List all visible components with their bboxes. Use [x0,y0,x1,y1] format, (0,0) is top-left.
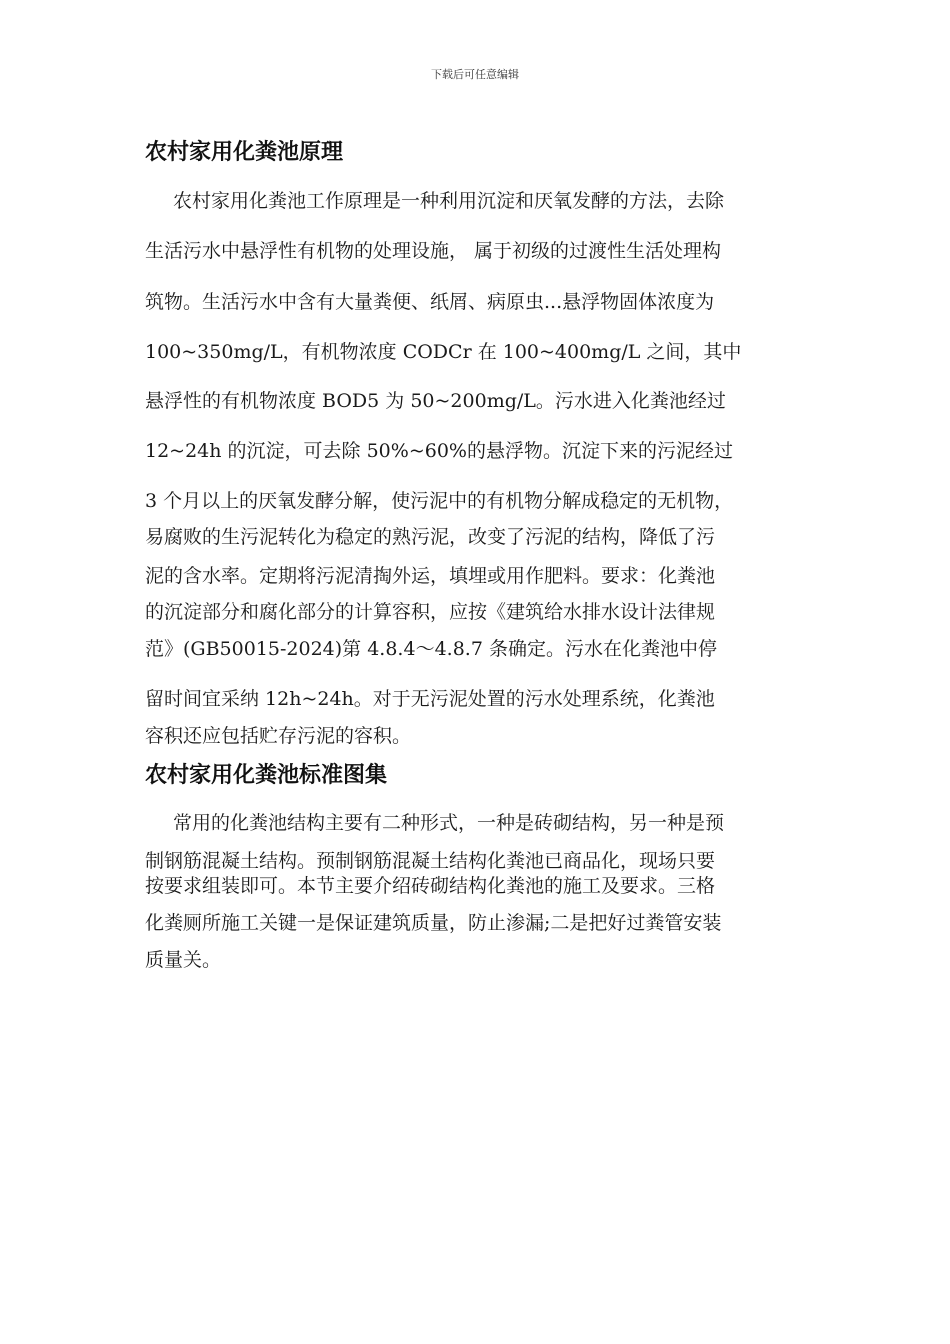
paragraph-line: 农村家用化粪池工作原理是一种利用沉淀和厌氧发酵的方法，去除 [173,190,725,212]
paragraph-line: 泥的含水率。定期将污泥清掏外运，填埋或用作肥料。要求：化粪池 [145,565,716,587]
paragraph-line: 容积还应包括贮存污泥的容积。 [145,725,412,747]
paragraph-line: 范》(GB50015-2024)第 4.8.4～4.8.7 条确定。污水在化粪池中停 [145,638,717,660]
paragraph-line: 100~350mg/L，有机物浓度 CODCr 在 100~400mg/L 之间，其中 [145,341,742,363]
paragraph-line: 生活污水中悬浮性有机物的处理设施， 属于初级的过渡性生活处理构 [145,240,722,262]
section-title-principle: 农村家用化粪池原理 [145,140,344,165]
paragraph-line: 3 个月以上的厌氧发酵分解，使污泥中的有机物分解成稳定的无机物， [145,490,734,512]
paragraph-line: 常用的化粪池结构主要有二种形式，一种是砖砌结构，另一种是预 [173,812,725,834]
paragraph-line: 筑物。生活污水中含有大量粪便、纸屑、病原虫...悬浮物固体浓度为 [145,291,715,313]
paragraph-line: 留时间宜采纳 12h~24h。对于无污泥处置的污水处理系统，化粪池 [145,688,715,710]
paragraph-line: 制钢筋混凝土结构。预制钢筋混凝土结构化粪池已商品化，现场只要 [145,850,716,872]
paragraph-line: 12~24h 的沉淀，可去除 50%~60%的悬浮物。沉淀下来的污泥经过 [145,440,733,462]
paragraph-line: 质量关。 [145,949,222,971]
paragraph-line: 易腐败的生污泥转化为稳定的熟污泥，改变了污泥的结构，降低了污 [145,526,716,548]
paragraph-line: 按要求组装即可。本节主要介绍砖砌结构化粪池的施工及要求。三格 [145,875,716,897]
paragraph-line: 的沉淀部分和腐化部分的计算容积，应按《建筑给水排水设计法律规 [145,601,716,623]
paragraph-line: 悬浮性的有机物浓度 BOD5 为 50~200mg/L。污水进入化粪池经过 [145,390,726,412]
section-title-standard-atlas: 农村家用化粪池标准图集 [145,763,388,788]
header-note: 下载后可任意编辑 [431,68,519,81]
paragraph-line: 化粪厕所施工关键一是保证建筑质量，防止渗漏;二是把好过粪管安装 [145,912,722,934]
